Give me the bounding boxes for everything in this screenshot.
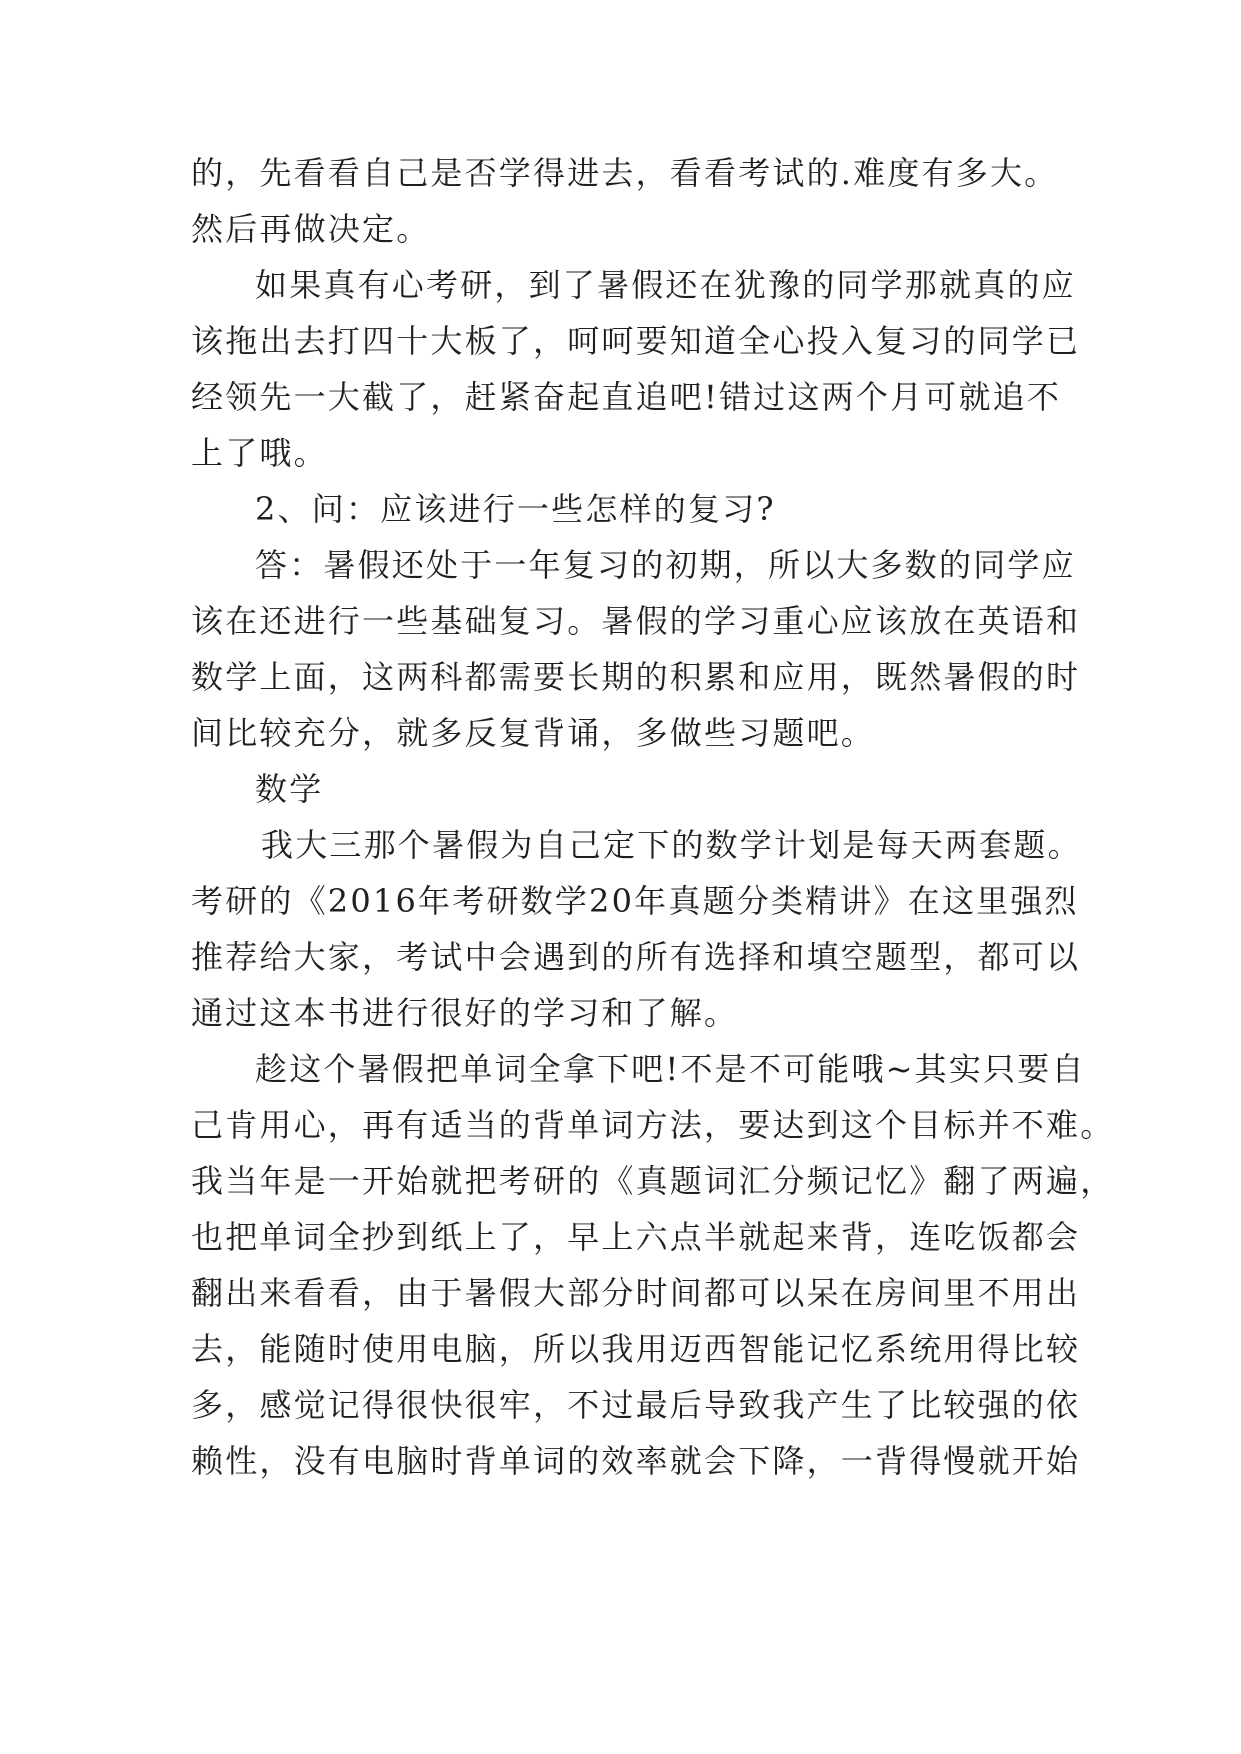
paragraph	[191, 145, 1061, 257]
text-line: 该在还进行一些基础复习。暑假的学习重心应该放在英语和	[191, 602, 1081, 640]
paragraph	[191, 481, 1061, 537]
text-line: 如果真有心考研，到了暑假还在犹豫的同学那就真的应	[255, 266, 1076, 304]
text-line: 间比较充分，就多反复背诵，多做些习题吧。	[191, 714, 876, 752]
text-line: 翻出来看看，由于暑假大部分时间都可以呆在房间里不用出	[191, 1274, 1081, 1312]
text-line: 我大三那个暑假为自己定下的数学计划是每天两套题。	[261, 826, 1082, 864]
paragraph	[191, 1041, 1115, 1489]
text-line: 该拖出去打四十大板了，呵呵要知道全心投入复习的同学已	[191, 322, 1081, 360]
text-line: 上了哦。	[191, 434, 328, 472]
text-line: 去，能随时使用电脑，所以我用迈西智能记忆系统用得比较	[191, 1330, 1081, 1368]
text-line: 数学上面，这两科都需要长期的积累和应用，既然暑假的时	[191, 658, 1081, 696]
paragraph	[191, 761, 1061, 817]
text-line: 通过这本书进行很好的学习和了解。	[191, 994, 739, 1032]
text-line: 己肯用心，再有适当的背单词方法，要达到这个目标并不难。	[191, 1106, 1115, 1144]
text-line: 经领先一大截了，赶紧奋起直追吧!错过这两个月可就追不	[191, 378, 1062, 416]
text-line: 推荐给大家，考试中会遇到的所有选择和填空题型，都可以	[191, 938, 1081, 976]
text-line: 赖性，没有电脑时背单词的效率就会下降，一背得慢就开始	[191, 1442, 1081, 1480]
text-line: 多，感觉记得很快很牢，不过最后导致我产生了比较强的依	[191, 1386, 1081, 1424]
text-line: 答：暑假还处于一年复习的初期，所以大多数的同学应	[255, 546, 1076, 584]
paragraph	[191, 257, 1081, 481]
paragraph	[191, 817, 1082, 1041]
text-line: 然后再做决定。	[191, 210, 431, 248]
text-line: 我当年是一开始就把考研的《真题词汇分频记忆》翻了两遍，	[191, 1162, 1115, 1200]
text-line: 趁这个暑假把单词全拿下吧!不是不可能哦~其实只要自	[255, 1050, 1086, 1088]
document-body	[191, 145, 1115, 1489]
paragraph	[191, 537, 1081, 761]
subheading-math: 数学	[255, 770, 324, 808]
text-line: 的，先看看自己是否学得进去，看看考试的.难度有多大。	[191, 154, 1059, 192]
section-question: 2、问：应该进行一些怎样的复习?	[255, 490, 776, 528]
text-line: 也把单词全抄到纸上了，早上六点半就起来背，连吃饭都会	[191, 1218, 1081, 1256]
text-line: 考研的《2016年考研数学20年真题分类精讲》在这里强烈	[191, 882, 1079, 920]
